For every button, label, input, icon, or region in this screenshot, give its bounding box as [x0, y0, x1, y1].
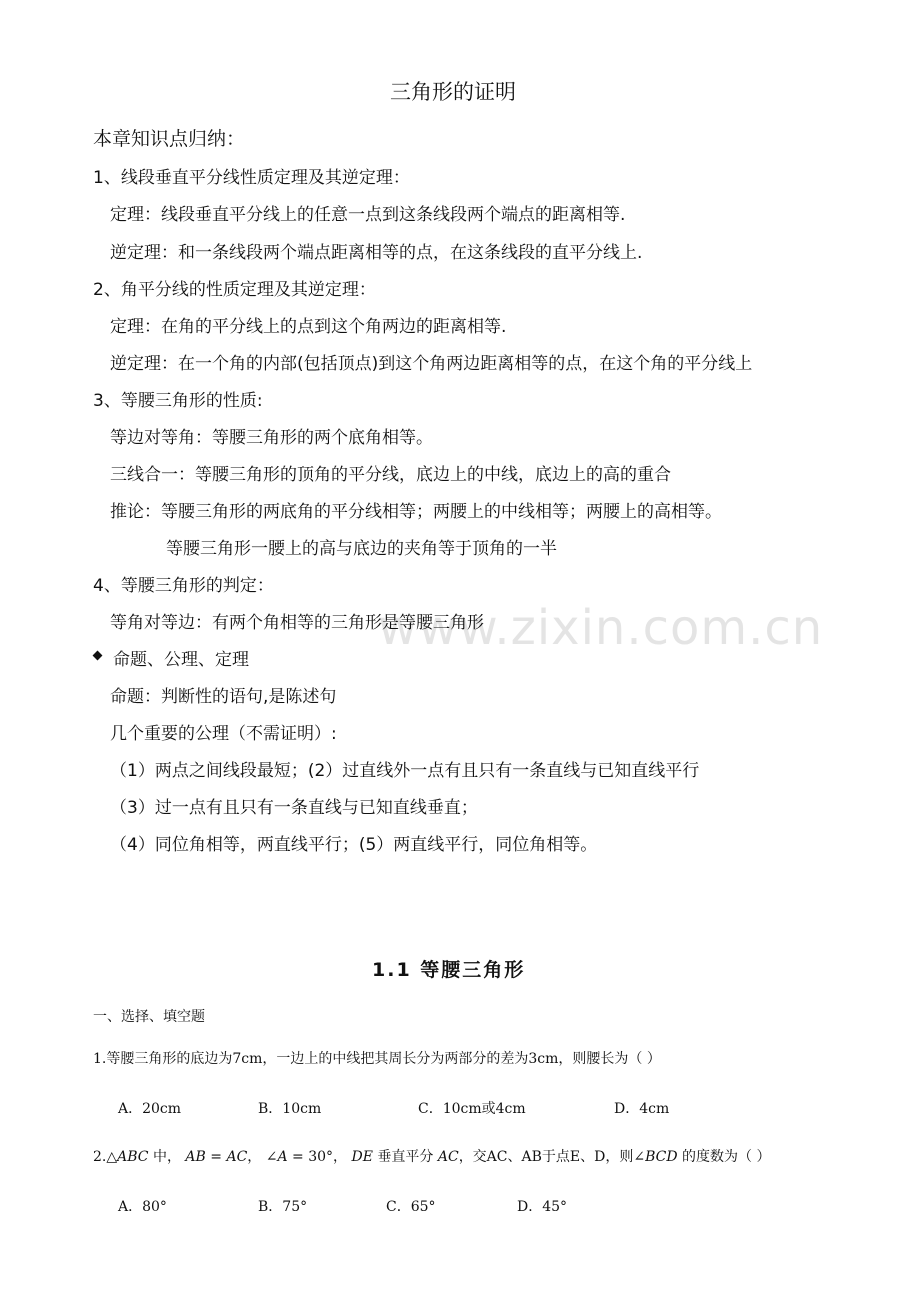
- question-1-option-a: A．20cm: [118, 1101, 182, 1117]
- question-2-ab: AB: [185, 1149, 206, 1165]
- question-2-text-3: = 30°，: [287, 1149, 352, 1165]
- section-1-heading: 1、线段垂直平分线性质定理及其逆定理：: [93, 168, 410, 188]
- section-2-converse: 逆定理：在一个角的内部(包括顶点)到这个角两边距离相等的点，在这个角的平分线上: [110, 354, 753, 374]
- question-1: 1.等腰三角形的底边为7cm，一边上的中线把其周长分为两部分的差为3cm，则腰长为（ ）: [93, 1051, 661, 1067]
- question-2-text-2: ， ∠: [247, 1149, 278, 1165]
- section-5-item-c: （1）两点之间线段最短；(2）过直线外一点有且只有一条直线与已知直线平行: [110, 761, 700, 781]
- question-2-a: A: [277, 1149, 288, 1165]
- question-2-text-1: 中，: [148, 1149, 186, 1165]
- section-2-heading: 2、角平分线的性质定理及其逆定理：: [93, 280, 376, 300]
- section-2-theorem: 定理：在角的平分线上的点到这个角两边的距离相等.: [110, 317, 507, 337]
- section-4-item-a: 等角对等边：有两个角相等的三角形是等腰三角形: [110, 613, 484, 633]
- question-1-option-d: D．4cm: [614, 1101, 670, 1117]
- question-2-option-d: D．45°: [517, 1199, 568, 1215]
- section-3-item-d: 等腰三角形一腰上的高与底边的夹角等于顶角的一半: [166, 539, 557, 559]
- diamond-bullet-icon: [93, 651, 103, 661]
- question-2-option-c: C．65°: [386, 1199, 436, 1215]
- question-2-eq: =: [205, 1149, 227, 1165]
- question-1-option-b: B．10cm: [258, 1101, 322, 1117]
- question-2-lead: 2.△: [93, 1149, 118, 1165]
- question-2-text-6: 的度数为（ ）: [677, 1149, 771, 1165]
- question-2-option-b: B．75°: [258, 1199, 308, 1215]
- watermark: www.zixin.com.cn: [378, 600, 824, 656]
- question-2-bcd: BCD: [645, 1149, 678, 1165]
- section-3-heading: 3、等腰三角形的性质:: [93, 391, 263, 411]
- section-5-item-e: （4）同位角相等，两直线平行；(5）两直线平行，同位角相等。: [110, 835, 598, 855]
- question-1-option-c: C．10cm或4cm: [418, 1101, 526, 1117]
- question-2: [93, 1146, 770, 1166]
- page-title: 三角形的证明: [390, 80, 516, 104]
- question-2-text-5: ，交AC、AB于点E、D，则∠: [458, 1149, 646, 1165]
- summary-heading: 本章知识点归纳：: [93, 128, 246, 150]
- section-4-heading: 4、等腰三角形的判定：: [93, 576, 274, 596]
- question-2-text-4: 垂直平分: [372, 1149, 438, 1165]
- section-1-converse: 逆定理：和一条线段两个端点距离相等的点，在这条线段的直平分线上.: [110, 243, 643, 263]
- question-2-option-a: A．80°: [118, 1199, 167, 1215]
- part-heading: 一、选择、填空题: [93, 1009, 205, 1025]
- section-5-item-d: （3）过一点有且只有一条直线与已知直线垂直；: [110, 798, 478, 818]
- section-5-heading: 命题、公理、定理: [113, 650, 249, 670]
- section-title: 1.1 等腰三角形: [372, 959, 526, 981]
- section-3-item-b: 三线合一：等腰三角形的顶角的平分线，底边上的中线，底边上的高的重合: [110, 465, 671, 485]
- question-2-ac: AC: [226, 1149, 248, 1165]
- section-3-item-a: 等边对等角：等腰三角形的两个底角相等。: [110, 428, 433, 448]
- question-2-ac2: AC: [437, 1149, 459, 1165]
- section-5-item-b: 几个重要的公理（不需证明）:: [110, 724, 337, 744]
- question-2-abc: ABC: [117, 1149, 149, 1165]
- section-3-item-c: 推论：等腰三角形的两底角的平分线相等；两腰上的中线相等；两腰上的高相等。: [110, 502, 722, 522]
- section-1-theorem: 定理：线段垂直平分线上的任意一点到这条线段两个端点的距离相等.: [110, 205, 626, 225]
- question-2-de: DE: [351, 1149, 373, 1165]
- section-5-item-a: 命题：判断性的语句,是陈述句: [110, 687, 337, 707]
